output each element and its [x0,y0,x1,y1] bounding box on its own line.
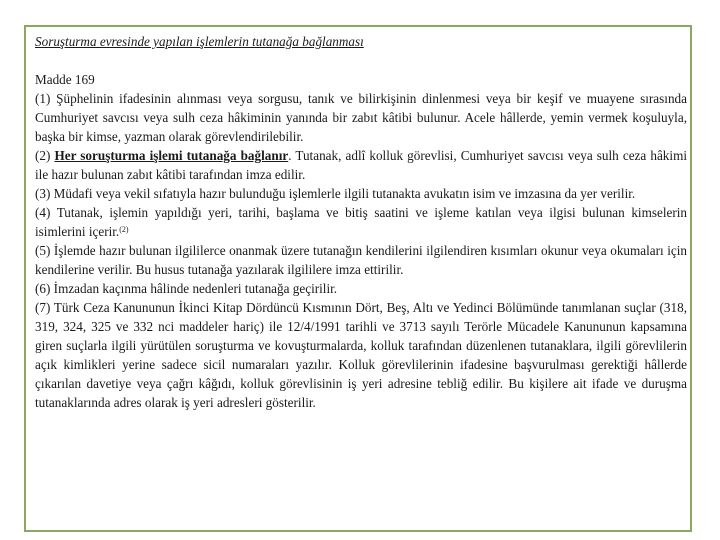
paragraph-2-emphasis: Her soruşturma işlemi tutanağa bağlanır [54,148,289,163]
document-frame [24,25,692,532]
paragraph-2-text: . Tutanak, adlî kolluk görevlisi, Cumhuriyet savcısı veya sulh ceza hâkimi ile hazır bulunan zabıt kâtibi tarafından imza edilir. [35,148,687,182]
paragraph-5: (5) İşlemde hazır bulunan ilgililerce onanmak üzere tutanağın kendilerini ilgilendiren kısımları okunur veya okumaları için kendilerine verilir. Bu husus tutanağa yazılarak ilgililere imza ettirilir. [35,243,687,277]
paragraph-1: (1) Şüphelinin ifadesinin alınması veya sorgusu, tanık ve bilirkişinin dinlenmesi veya bir keşif ve muayene sırasında Cumhuriyet savcısı veya sulh ceza hâkiminin yanında bir zabıt kâtibi bulunur. Acele hâllerde, yemin vermek koşuluyla, başka bir kimse, yazman olarak görevlendirilebilir. [35,91,687,144]
paragraph-4-text: (4) Tutanak, işlemin yapıldığı yeri, tarihi, başlama ve bitiş saatini ve işleme katılan veya ilgisi bulunan kimselerin isimlerini içerir. [35,205,687,239]
paragraph-6: (6) İmzadan kaçınma hâlinde nedenleri tutanağa geçirilir. [35,281,338,296]
paragraph-2-number: (2) [35,148,51,163]
document-heading: Soruşturma evresinde yapılan işlemlerin tutanağa bağlanması [35,34,364,49]
document-content [35,32,687,412]
footnote-marker: (2) [119,225,129,234]
paragraph-4 [35,203,687,241]
paragraph-2 [35,146,687,184]
paragraph-3: (3) Müdafi veya vekil sıfatıyla hazır bulunduğu işlemlerle ilgili tutanakta avukatın isim ve imzasına da yer verilir. [35,186,636,201]
article-title: Madde 169 [35,72,95,87]
paragraph-7: (7) Türk Ceza Kanununun İkinci Kitap Dördüncü Kısmının Dört, Beş, Altı ve Yedinci Bölümünde tanımlanan suçlar (318, 319, 324, 325 ve 332 nci maddeler hariç) ile 12/4/1991 tarihli ve 3713 sayılı Terörle Mücadele Kanununun kapsamına giren suçlarla ilgili yürütülen soruşturma ve kovuşturmalarda, kolluk tarafından düzenlenen tutanaklara, ilgili görevlilerin açık kimlikleri yerine sadece sicil numaraları yazılır. Kolluk görevlilerinin ifadesine başvurulması gerektiği hâllerde çıkarılan davetiye veya çağrı kâğıdı, kolluk görevlisinin iş yeri adresine tebliğ edilir. Bu kişilere ait ifade ve duruşma tutanaklarında adres olarak iş yeri adresleri gösterilir. [35,300,687,410]
